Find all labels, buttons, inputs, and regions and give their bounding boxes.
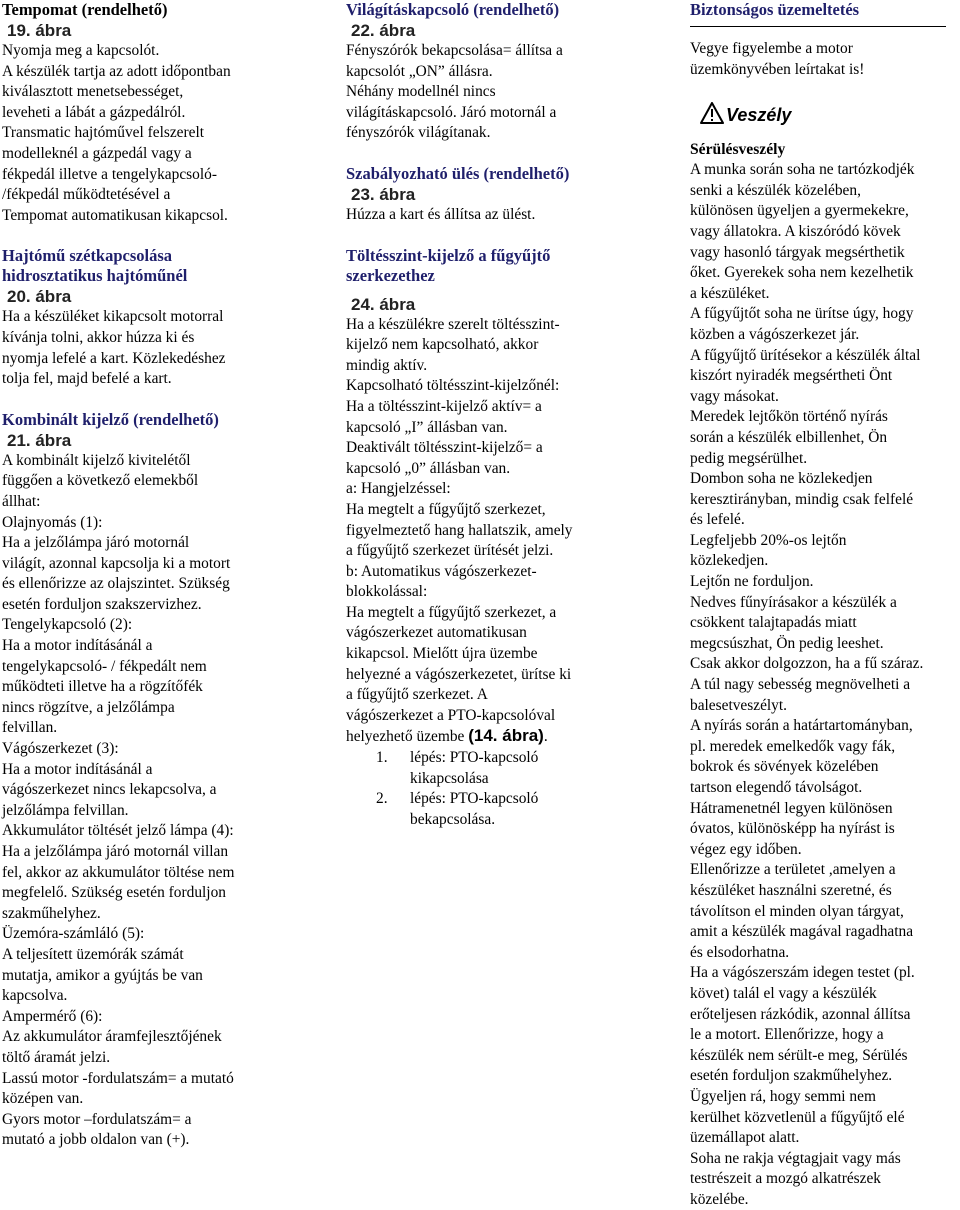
body-line: fel, akkor az akkumulátor töltése nem xyxy=(2,863,235,881)
body-line: fékpedál illetve a tengelykapcsoló- xyxy=(2,165,217,183)
body-line: tartson elegendő távolságot. xyxy=(690,779,863,796)
body-line: kapcsoló „I” állásban van. xyxy=(346,418,508,436)
figure-ref: 22. ábra xyxy=(351,21,416,40)
body-line: b: Automatikus vágószerkezet- xyxy=(346,562,537,580)
section-body xyxy=(346,205,666,226)
body-line: Húzza a kart és állítsa az ülést. xyxy=(346,205,536,223)
body-line: vágószerkezet a PTO-kapcsolóval xyxy=(346,706,556,724)
body-line: Kapcsolható töltésszint-kijelzőnél: xyxy=(346,377,560,395)
body-line: végez egy időben. xyxy=(690,840,802,858)
body-line: A nyírás során a határtartományban, xyxy=(690,717,913,735)
body-line: vagy állatokra. A kiszóródó kövek xyxy=(690,222,901,240)
body-line: állhat: xyxy=(2,492,41,510)
body-line: a készüléket. xyxy=(690,284,770,302)
body-line: esetén forduljon szakműhelyhez. xyxy=(690,1067,893,1085)
body-line: A kombinált kijelző kivitelétől xyxy=(2,451,191,469)
body-line: üzemállapot alatt. xyxy=(690,1129,800,1147)
body-line: figyelmeztető hang hallatszik, amely xyxy=(346,521,573,539)
body-line: és elsodorhatna. xyxy=(690,943,790,961)
body-line: nincs rögzítve, a jelzőlámpa xyxy=(2,698,175,716)
body-line: blokkolással: xyxy=(346,583,428,601)
body-line: és lefelé. xyxy=(690,511,745,529)
body-line: Az akkumulátor áramfejlesztőjének xyxy=(2,1028,222,1046)
list-item: 2. lépés: PTO-kapcsoló bekapcsolása. xyxy=(376,790,539,828)
danger-word: Veszély xyxy=(726,104,792,125)
body-line: készüléket használni szeretné, és xyxy=(690,881,892,899)
body-line: Vágószerkezet (3): xyxy=(2,740,119,758)
intro-text xyxy=(690,39,956,80)
body-line: a fűgyűjtő szerkezet ürítését jelzi. xyxy=(346,542,554,560)
body-line: Dombon soha ne közlekedjen xyxy=(690,470,873,488)
body-line: balesetveszélyt. xyxy=(690,696,788,714)
body-line: kapcsolót „ON” állásra. xyxy=(346,62,493,80)
figure-ref: 20. ábra xyxy=(7,287,72,307)
section-tempomat xyxy=(2,0,324,226)
body-line: Olajnyomás (1): xyxy=(2,513,103,531)
body-line: helyezné a vágószerkezetet, ürítse ki xyxy=(346,665,572,683)
body-line: töltő áramát jelzi. xyxy=(2,1048,111,1066)
section-kombinalt xyxy=(2,410,324,1151)
body-line: Ha a vágószerszám idegen testet (pl. xyxy=(690,964,915,982)
danger-label xyxy=(700,100,956,130)
section-ules xyxy=(346,164,666,226)
body-line: a: Hangjelzéssel: xyxy=(346,480,451,498)
section-title: Hajtómű szétkapcsolása xyxy=(2,246,173,266)
body-line: őket. Gyerekek soha nem kezelhetik xyxy=(690,264,914,282)
section-title: Szabályozható ülés (rendelhető) xyxy=(346,163,570,183)
body-line: Üzemóra-számláló (5): xyxy=(2,925,145,943)
body-line: Ügyeljen rá, hogy semmi nem xyxy=(690,1087,876,1105)
body-line: készülék nem sérült-e meg, Sérülés xyxy=(690,1046,908,1064)
body-line: középen van. xyxy=(2,1090,84,1108)
body-line: Akkumulátor töltését jelző lámpa (4): xyxy=(2,822,234,840)
body-line: vágószerkezet automatikusan xyxy=(346,624,527,642)
body-line: Ha a motor indításánál a xyxy=(2,637,153,655)
warning-triangle-icon xyxy=(700,102,724,129)
body-line: Tempomat automatikusan kikapcsol. xyxy=(2,206,228,224)
section-body xyxy=(2,451,324,1151)
body-line: Ha a töltésszint-kijelző aktív= a xyxy=(346,397,542,415)
body-line: Nedves fűnyírásakor a készülék a xyxy=(690,593,897,611)
body-line: Hátramenetnél legyen különösen xyxy=(690,799,893,817)
body-line: Legfeljebb 20%-os lejtőn xyxy=(690,531,847,549)
body-line: tengelykapcsoló- / fékpedált nem xyxy=(2,657,207,675)
body-line: vagy hasonló tárgyak megsérthetik xyxy=(690,243,905,261)
list-item: 1. lépés: PTO-kapcsoló kikapcsolása xyxy=(376,749,539,787)
body-line: kiszórt nyiradék megsértheti Önt xyxy=(690,367,893,385)
column-3 xyxy=(690,0,956,1210)
body-line: testrészeit a mozgó alkatrészek xyxy=(690,1170,882,1188)
body-line: különösen ügyeljen a gyermekekre, xyxy=(690,202,909,220)
body-line: kikapcsol. Mielőtt újra üzembe xyxy=(346,645,538,663)
body-line: világításkapcsoló. Járó motornál a xyxy=(346,103,557,121)
body-line: A munka során soha ne tartózkodjék xyxy=(690,161,915,179)
section-title: Kombinált kijelző (rendelhető) xyxy=(2,409,219,429)
body-line: vágószerkezet nincs lekapcsolva, a xyxy=(2,781,217,799)
section-body xyxy=(2,307,324,389)
body-line: mindig aktív. xyxy=(346,356,428,374)
body-line: függően a következő elemekből xyxy=(2,472,199,490)
body-line: Ha a készülékre szerelt töltésszint- xyxy=(346,315,560,333)
body-line-with-figure: helyezhető üzembe (14. ábra). xyxy=(346,726,548,746)
body-line: Ampermérő (6): xyxy=(2,1007,103,1025)
body-line: A fűgyűjtőt soha ne ürítse úgy, hogy xyxy=(690,305,914,323)
section-body xyxy=(2,41,324,226)
body-line: során a készülék elbillenhet, Ön xyxy=(690,428,888,446)
body-line: felvillan. xyxy=(2,719,58,737)
body-line: Tengelykapcsoló (2): xyxy=(2,616,133,634)
body-line: leveheti a lábát a gázpedálról. xyxy=(2,103,186,121)
figure-ref: 19. ábra xyxy=(7,21,72,40)
body-line: amit a készülék magával ragadhatna xyxy=(690,923,914,941)
body-line: Soha ne rakja végtagjait vagy más xyxy=(690,1149,901,1167)
body-line: kijelző nem kapcsolható, akkor xyxy=(346,336,539,354)
body-line: kapcsoló „0” állásban van. xyxy=(346,459,511,477)
body-line: Ha a készüléket kikapcsolt motorral xyxy=(2,308,224,326)
body-line: Néhány modellnél nincs xyxy=(346,83,496,101)
section-title: Töltésszint-kijelző a fűgyűjtő xyxy=(346,245,551,265)
body-line: A túl nagy sebesség megnövelheti a xyxy=(690,676,911,694)
figure-ref: 23. ábra xyxy=(351,184,416,204)
body-line: Meredek lejtőkön történő nyírás xyxy=(690,408,888,426)
section-hajtomu xyxy=(2,246,324,389)
body-line: Ha megtelt a fűgyűjtő szerkezet, a xyxy=(346,603,557,621)
body-line: erőteljesen rázkódik, azonnal állítsa xyxy=(690,1005,911,1023)
body-line: mutatja, amikor a gyújtás be van xyxy=(2,966,203,984)
body-line: vagy másokat. xyxy=(690,387,779,405)
section-title: Biztonságos üzemeltetés xyxy=(690,0,946,27)
body-line: le a motort. Ellenőrizze, hogy a xyxy=(690,1026,884,1044)
body-line: bokrok és sövények közelében xyxy=(690,758,879,776)
section-vilagitas xyxy=(346,0,666,144)
body-line: senki a készülék közelében, xyxy=(690,181,861,199)
figure-ref: 21. ábra xyxy=(7,430,72,450)
body-line: Lassú motor -fordulatszám= a mutató xyxy=(2,1069,234,1087)
body-line: tolja fel, majd befelé a kart. xyxy=(2,370,172,388)
section-title: Világításkapcsoló (rendelhető) xyxy=(346,0,560,19)
body-line: világít, azonnal kapcsolja ki a motort xyxy=(2,554,231,572)
section-body xyxy=(690,160,956,1210)
body-line: keresztirányban, mindig csak felfelé xyxy=(690,490,914,508)
body-line: szakműhelyhez. xyxy=(2,904,101,922)
body-line: kívánja tolni, akkor húzza ki és xyxy=(2,328,195,346)
body-line: Ha megtelt a fűgyűjtő szerkezet, xyxy=(346,500,546,518)
column-2 xyxy=(346,0,666,830)
body-line: megfelelő. Szükség esetén forduljon xyxy=(2,884,226,902)
body-line: A teljesített üzemórák számát xyxy=(2,945,184,963)
body-line: nyomja lefelé a kart. Közlekedéshez xyxy=(2,349,226,367)
body-line: fényszórók világítanak. xyxy=(346,124,491,142)
body-line: Nyomja meg a kapcsolót. xyxy=(2,42,160,59)
subtitle: Sérülésveszély xyxy=(690,141,786,159)
body-line: Transmatic hajtóművel felszerelt xyxy=(2,124,205,142)
body-line: óvatos, különösképp ha nyírást is xyxy=(690,820,895,838)
body-line: üzemkönyvében leírtakat is! xyxy=(690,60,865,78)
body-line: Fényszórók bekapcsolása= állítsa a xyxy=(346,42,563,59)
body-line: és ellenőrizze az olajszintet. Szükség xyxy=(2,575,230,593)
body-line: megcsúszhat, Ön pedig leeshet. xyxy=(690,634,884,652)
body-line: Ellenőrizze a területet ,amelyen a xyxy=(690,861,896,879)
body-line: pl. meredek emelkedők vagy fák, xyxy=(690,737,896,755)
body-line: Csak akkor dolgozzon, ha a fű száraz. xyxy=(690,655,924,673)
section-title-cont: hidrosztatikus hajtóműnél xyxy=(2,266,188,286)
body-line: közelébe. xyxy=(690,1190,749,1208)
body-line: A fűgyűjtő ürítésekor a készülék által xyxy=(690,346,921,364)
section-body xyxy=(346,41,666,144)
body-line: Ha a motor indításánál a xyxy=(2,760,153,778)
body-line: pedig megsérülhet. xyxy=(690,449,808,467)
body-line: közlekedjen. xyxy=(690,552,769,570)
body-line: a fűgyűjtő szerkezet. A xyxy=(346,686,488,704)
body-line: Gyors motor –fordulatszám= a xyxy=(2,1110,192,1128)
body-line: Deaktivált töltésszint-kijelző= a xyxy=(346,439,543,457)
section-title: Tempomat (rendelhető) xyxy=(2,0,168,19)
body-line: csökkent talajtapadás miatt xyxy=(690,614,857,632)
body-line: Ha a jelzőlámpa járó motornál xyxy=(2,534,190,552)
body-line: távolítson el minden olyan tárgyat, xyxy=(690,902,904,920)
body-line: esetén forduljon szakszervizhez. xyxy=(2,595,202,613)
figure-ref: 24. ábra xyxy=(351,294,416,314)
figure-ref-inline: (14. ábra) xyxy=(468,726,544,746)
section-toltesszint xyxy=(346,246,666,831)
column-1 xyxy=(2,0,324,1151)
body-line: működteti illetve ha a rögzítőfék xyxy=(2,678,203,696)
body-line: modelleknél a gázpedál vagy a xyxy=(2,144,192,162)
body-line: Ha a jelzőlámpa járó motornál villan xyxy=(2,843,229,860)
body-line: Lejtőn ne forduljon. xyxy=(690,573,814,591)
body-line: követ) talál el vagy a készülék xyxy=(690,984,877,1002)
body-line: kerülhet közvetlenül a fűgyűjtő elé xyxy=(690,1108,905,1126)
body-line: Vegye figyelembe a motor xyxy=(690,40,853,57)
body-line: A készülék tartja az adott időpontban xyxy=(2,62,231,80)
section-title-cont: szerkezethez xyxy=(346,265,435,285)
body-line: jelzőlámpa felvillan. xyxy=(2,801,129,819)
section-body xyxy=(346,315,666,727)
body-line: /fékpedál működtetésével a xyxy=(2,186,171,204)
body-line: mutató a jobb oldalon van (+). xyxy=(2,1131,190,1149)
body-line: közben a vágószerkezet jár. xyxy=(690,325,860,343)
body-line: kapcsolva. xyxy=(2,987,68,1005)
body-line: kiválasztott menetsebességet, xyxy=(2,83,184,101)
steps-list xyxy=(346,748,666,830)
